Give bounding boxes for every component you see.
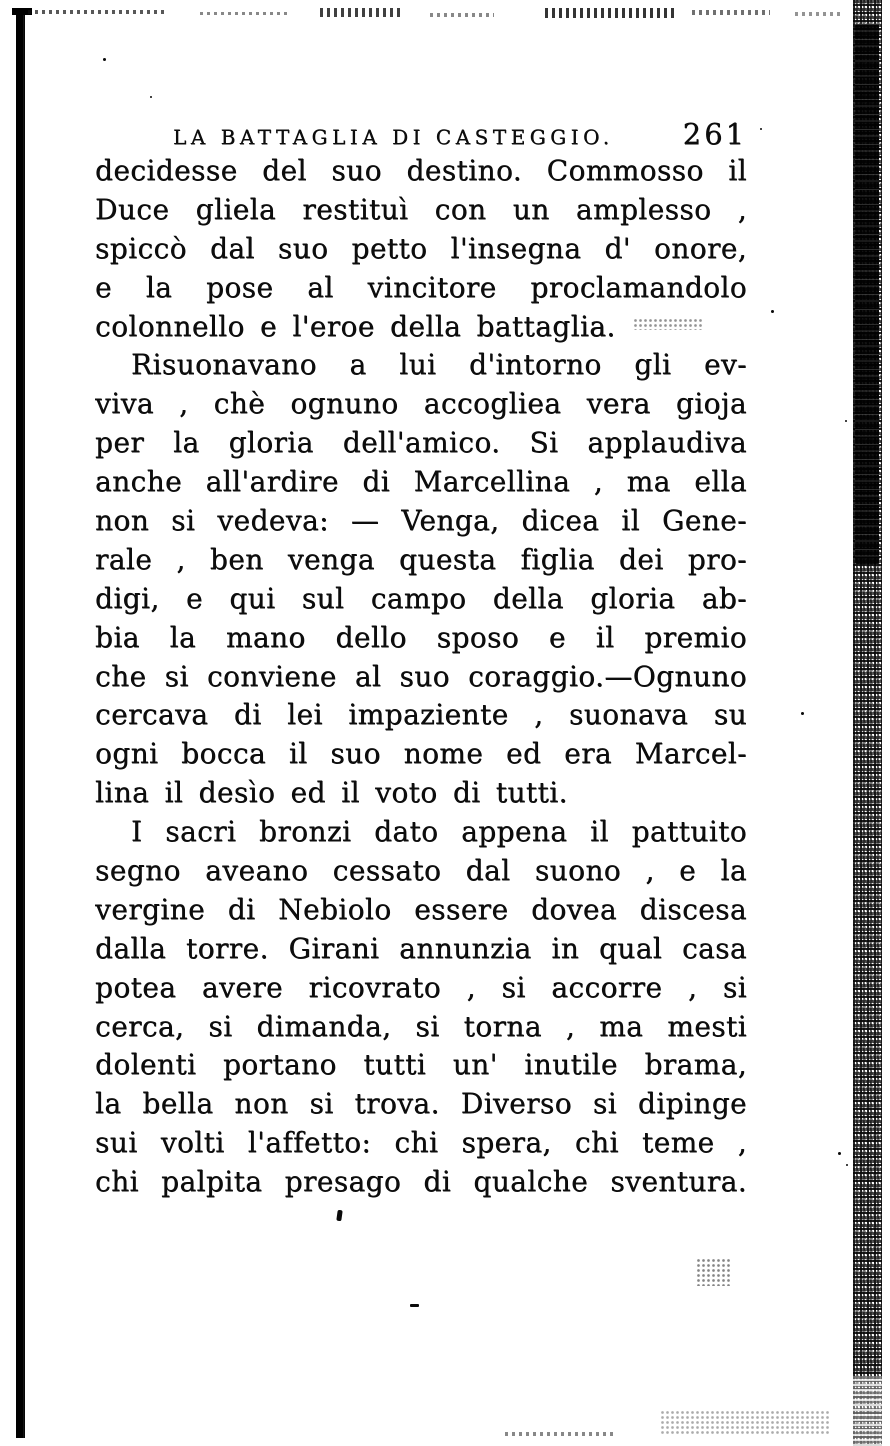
ink-smudge bbox=[660, 1410, 830, 1436]
left-binding-bar bbox=[16, 8, 25, 1438]
ink-mark bbox=[336, 1210, 342, 1222]
text-line: sui volti l'affetto: chi spera, chi teme , bbox=[95, 1126, 747, 1160]
text-line: che si conviene al suo coraggio.—Ognuno bbox=[95, 659, 747, 693]
ink-speck bbox=[801, 712, 804, 715]
scan-noise bbox=[795, 12, 841, 16]
ink-mark bbox=[410, 1304, 419, 1307]
text-line: viva , chè ognuno accogliea vera gioja bbox=[95, 387, 747, 421]
text-line: spiccò dal suo petto l'insegna d' onore, bbox=[95, 231, 747, 265]
text-line: cercava di lei impaziente , suonava su bbox=[95, 698, 747, 732]
text-line: decidesse del suo destino. Commosso il bbox=[95, 154, 747, 187]
text-line: segno aveano cessato dal suono , e la bbox=[95, 854, 747, 888]
text-line: anche all'ardire di Marcellina , ma ella bbox=[95, 465, 747, 499]
text-line: chi palpita presago di qualche sventura. bbox=[95, 1165, 747, 1199]
right-binding-edge-dark bbox=[855, 24, 879, 564]
text-line: per la gloria dell'amico. Si applaudiva bbox=[95, 426, 747, 460]
ink-speck bbox=[838, 1152, 841, 1155]
text-line: lina il desìo ed il voto di tutti. bbox=[95, 776, 568, 810]
right-binding-edge-fade bbox=[849, 1376, 885, 1446]
scan-noise bbox=[320, 8, 400, 17]
scan-noise bbox=[545, 8, 675, 18]
ink-speck bbox=[845, 420, 847, 422]
scan-noise bbox=[692, 10, 770, 15]
text-line: colonnello e l'eroe della battaglia. bbox=[95, 309, 616, 343]
ink-speck bbox=[103, 58, 106, 61]
scan-noise bbox=[505, 1432, 615, 1436]
text-line: rale , ben venga questa figlia dei pro- bbox=[95, 542, 747, 576]
text-line: dolenti portano tutti un' inutile brama, bbox=[95, 1048, 747, 1082]
text-line: ogni bocca il suo nome ed era Marcel- bbox=[95, 737, 747, 771]
text-line: Duce gliela restituì con un amplesso , bbox=[95, 192, 747, 226]
text-line: dalla torre. Girani annunzia in qual casa bbox=[95, 931, 747, 965]
text-line: vergine di Nebiolo essere dovea discesa bbox=[95, 892, 747, 926]
text-line: I sacri bronzi dato appena il pattuito bbox=[131, 815, 747, 849]
page-number: 261 bbox=[682, 117, 747, 151]
page-header bbox=[95, 108, 747, 152]
ink-speck bbox=[150, 96, 152, 98]
scan-noise bbox=[200, 12, 290, 15]
text-line: non si vedeva: — Venga, dicea il Gene- bbox=[95, 504, 747, 538]
scan-noise bbox=[28, 10, 168, 14]
ink-speck bbox=[771, 310, 774, 313]
text-line: potea avere ricovrato , si accorre , si bbox=[95, 970, 747, 1004]
text-line: digi, e qui sul campo della gloria ab- bbox=[95, 581, 747, 615]
ink-speck bbox=[760, 128, 762, 130]
text-line: cerca, si dimanda, si torna , ma mesti bbox=[95, 1009, 747, 1043]
ink-speck bbox=[846, 1164, 848, 1166]
page-text bbox=[95, 108, 747, 1202]
text-line: bia la mano dello sposo e il premio bbox=[95, 620, 747, 654]
scan-noise bbox=[430, 13, 494, 17]
ink-smudge bbox=[696, 1258, 732, 1286]
text-line: Risuonavano a lui d'intorno gli ev- bbox=[131, 348, 747, 382]
text-line: la bella non si trova. Diverso si dipinge bbox=[95, 1087, 747, 1121]
running-title: LA BATTAGLIA DI CASTEGGIO. bbox=[173, 125, 614, 149]
text-line: e la pose al vincitore proclamandolo bbox=[95, 270, 747, 304]
